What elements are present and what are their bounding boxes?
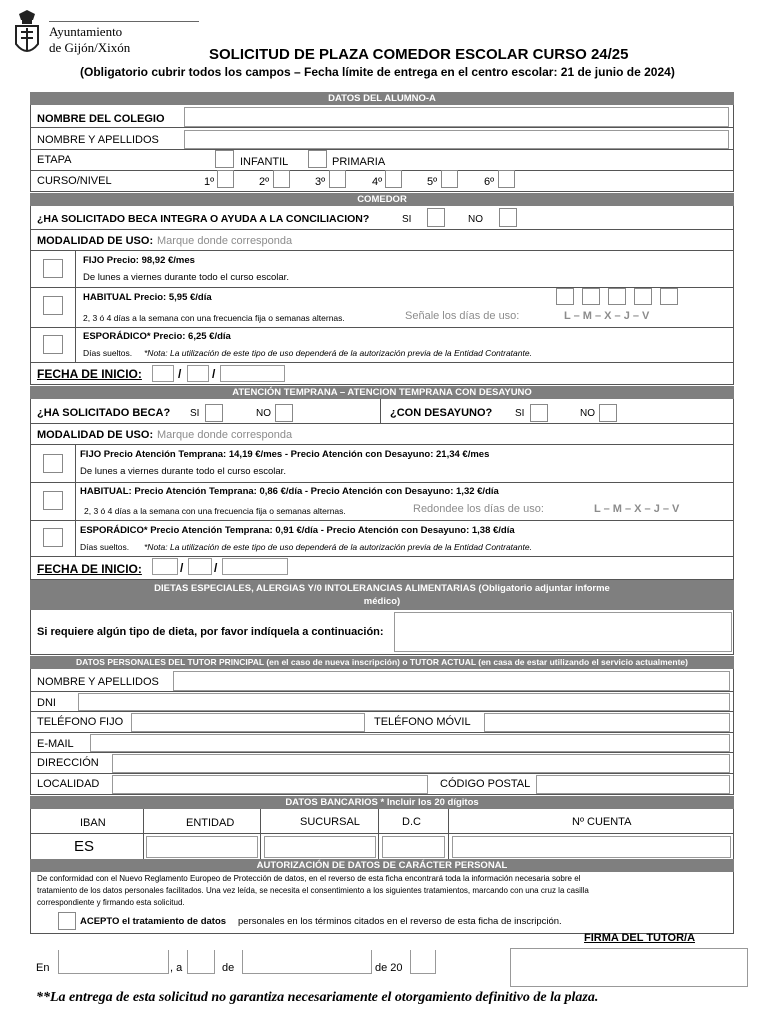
comedor-habitual-days: L – M – X – J – V — [564, 310, 650, 322]
comedor-habitual-title: HABITUAL Precio: 5,95 €/día — [83, 292, 212, 303]
label-dietas: Si requiere algún tipo de dieta, por favor indíquela a continuación: — [37, 626, 384, 638]
tutor-postal-input[interactable] — [536, 775, 730, 794]
temprana-esporadico-title: ESPORÁDICO* Precio Atención Temprana: 0,91 €/día - Precio Atención con Desayuno: 1,38 €/día — [80, 525, 515, 536]
grade-4-checkbox[interactable] — [385, 170, 402, 188]
label-tutor-locality: LOCALIDAD — [37, 778, 100, 790]
grade-4-label: 4º — [372, 176, 383, 188]
signature-day-input[interactable] — [187, 950, 215, 974]
comedor-fecha-year-input[interactable] — [220, 365, 285, 382]
comedor-habitual-days-hint: Señale los días de uso: — [405, 310, 520, 322]
section-header-consent: AUTORIZACIÓN DE DATOS DE CARÁCTER PERSONAL — [30, 859, 734, 872]
label-comedor-beca: ¿HA SOLICITADO BECA INTEGRA O AYUDA A LA CONCILIACION? — [37, 213, 370, 225]
signature-place-input[interactable] — [58, 950, 169, 974]
label-tutor-mobile: TELÉFONO MÓVIL — [374, 716, 471, 728]
consent-accept-checkbox[interactable] — [58, 912, 76, 930]
temprana-fijo-divider — [75, 445, 76, 483]
bank-divider-2 — [260, 809, 261, 860]
label-stage: ETAPA — [37, 154, 72, 166]
consent-text-line-2: tratamiento de los datos personales facilitados. Una vez leída, se necesita el consentimiento a los siguientes tratamientos, marcando con una cruz la casilla — [37, 886, 589, 895]
comedor-fijo-title: FIJO Precio: 98,92 €/mes — [83, 255, 195, 266]
tutor-mobile-input[interactable] — [484, 713, 730, 732]
municipality-line-1: Ayuntamiento — [49, 24, 123, 39]
tutor-address-input[interactable] — [112, 754, 730, 773]
comedor-beca-si-checkbox[interactable] — [427, 208, 445, 227]
temprana-habitual-days-hint: Redondee los días de uso: — [413, 503, 544, 515]
bank-sucursal-input[interactable] — [264, 836, 376, 858]
dietas-header-line-1: DIETAS ESPECIALES, ALERGIAS Y/0 INTOLERANCIAS ALIMENTARIAS (Obligatorio adjuntar informe — [154, 583, 610, 594]
section-header-dietas — [30, 580, 734, 610]
comedor-fijo-checkbox[interactable] — [43, 259, 63, 278]
temprana-fijo-title: FIJO Precio Atención Temprana: 14,19 €/mes - Precio Atención con Desayuno: 21,34 €/mes — [80, 449, 490, 460]
label-student-name: NOMBRE Y APELLIDOS — [37, 134, 159, 146]
temprana-modalidad-hint: Marque donde corresponda — [157, 429, 293, 441]
comedor-fecha-day-input[interactable] — [152, 365, 174, 382]
tutor-dni-input[interactable] — [78, 693, 730, 711]
municipality-line-2: de Gijón/Xixón — [49, 40, 131, 55]
tutor-email-input[interactable] — [90, 734, 730, 752]
temprana-fecha-year-input[interactable] — [222, 558, 288, 575]
comedor-fijo-desc: De lunes a viernes durante todo el curso escolar. — [83, 272, 289, 283]
label-tutor-dni: DNI — [37, 697, 56, 709]
label-sucursal: SUCURSAL — [300, 816, 360, 828]
comedor-esporadico-desc: Días sueltos. — [83, 348, 133, 358]
label-temprana-modalidad: MODALIDAD DE USO: — [37, 429, 154, 441]
school-input[interactable] — [184, 107, 729, 127]
label-dc: D.C — [402, 816, 421, 828]
grade-2-checkbox[interactable] — [273, 170, 290, 188]
bank-dc-input[interactable] — [382, 836, 445, 858]
grade-2-label: 2º — [259, 176, 270, 188]
label-temprana-beca-si: SI — [190, 408, 200, 419]
temprana-habitual-checkbox[interactable] — [43, 491, 63, 510]
comedor-fecha-sep-1: / — [178, 367, 182, 381]
label-tutor-address: DIRECCIÓN — [37, 757, 99, 769]
label-infantil: INFANTIL — [240, 156, 289, 168]
temprana-fijo-desc: De lunes a viernes durante todo el curso escolar. — [80, 466, 286, 477]
temprana-esporadico-note: *Nota: La utilización de este tipo de uso dependerá de la autorización previa de la Entidad Contratante. — [144, 542, 532, 552]
comedor-esporadico-note: *Nota: La utilización de este tipo de uso dependerá de la autorización previa de la Entidad Contratante. — [144, 348, 532, 358]
label-temprana-beca: ¿HA SOLICITADO BECA? — [37, 407, 171, 419]
bank-cuenta-input[interactable] — [452, 836, 731, 858]
signature-de-label: de — [222, 962, 235, 974]
label-school: NOMBRE DEL COLEGIO — [37, 113, 165, 125]
comedor-fijo-divider — [75, 251, 76, 288]
tutor-locality-input[interactable] — [112, 775, 428, 794]
label-comedor-modalidad: MODALIDAD DE USO: — [37, 235, 154, 247]
dietas-input[interactable] — [394, 612, 732, 652]
iban-value: ES — [74, 838, 95, 855]
signature-label: FIRMA DEL TUTOR/A — [584, 932, 696, 944]
form-subtitle: (Obligatorio cubrir todos los campos – Fecha límite de entrega en el centro escolar: 21 de junio de 2024) — [80, 65, 675, 79]
comedor-habitual-desc: 2, 3 ó 4 días a la semana con una frecuencia fija o semanas alternas. — [83, 313, 345, 323]
temprana-fecha-sep-1: / — [180, 561, 184, 575]
temprana-habitual-days: L – M – X – J – V — [594, 503, 680, 515]
label-cuenta: Nº CUENTA — [572, 816, 632, 828]
temprana-desayuno-si-checkbox[interactable] — [530, 404, 548, 422]
tutor-name-input[interactable] — [173, 671, 730, 691]
comedor-day-v-checkbox[interactable] — [660, 288, 678, 305]
section-header-bank: DATOS BANCARIOS * Incluir los 20 dígitos — [30, 796, 734, 809]
signature-en-label: En — [36, 962, 50, 974]
grade-5-label: 5º — [427, 176, 438, 188]
comedor-fecha-sep-2: / — [212, 367, 216, 381]
bank-divider-1 — [143, 809, 144, 860]
temprana-habitual-title: HABITUAL: Precio Atención Temprana: 0,86 €/día - Precio Atención con Desayuno: 1,32 €/día — [80, 486, 499, 497]
section-header-temprana: ATENCIÓN TEMPRANA – ATENCION TEMPRANA CON DESAYUNO — [30, 386, 734, 399]
comedor-habitual-checkbox[interactable] — [43, 296, 63, 315]
consent-accept-bold: ACEPTO el tratamiento de datos — [80, 916, 227, 927]
temprana-beca-no-checkbox[interactable] — [275, 404, 293, 422]
primaria-checkbox[interactable] — [308, 150, 327, 168]
label-course: CURSO/NIVEL — [37, 175, 112, 187]
label-iban: IBAN — [80, 817, 106, 829]
grade-5-checkbox[interactable] — [441, 170, 458, 188]
consent-text-line-1: De conformidad con el Nuevo Reglamento Europeo de Protección de datos, en el reverso de esta ficha encontrará toda la información necesaria sobre el — [37, 874, 581, 883]
temprana-fijo-checkbox[interactable] — [43, 454, 63, 473]
temprana-fecha-day-input[interactable] — [152, 558, 178, 575]
label-entidad: ENTIDAD — [186, 817, 235, 829]
footer-note: **La entrega de esta solicitud no garantiza necesariamente el otorgamiento definitivo de la plaza. — [36, 990, 599, 1005]
temprana-habitual-divider — [75, 483, 76, 521]
section-header-tutor: DATOS PERSONALES DEL TUTOR PRINCIPAL (en el caso de nueva inscripción) o TUTOR ACTUAL (en casa de estar utilizando el servicio actualmente) — [30, 656, 734, 669]
label-comedor-beca-no: NO — [468, 214, 483, 225]
comedor-esporadico-checkbox[interactable] — [43, 335, 63, 354]
temprana-desayuno-no-checkbox[interactable] — [599, 404, 617, 422]
label-tutor-name: NOMBRE Y APELLIDOS — [37, 676, 159, 688]
dietas-header-line-2: médico) — [363, 596, 401, 607]
student-name-input[interactable] — [184, 130, 729, 149]
bank-entidad-input[interactable] — [146, 836, 258, 858]
header-rule — [49, 21, 199, 22]
label-temprana-desayuno-no: NO — [580, 408, 595, 419]
infantil-checkbox[interactable] — [215, 150, 234, 168]
comedor-esporadico-title: ESPORÁDICO* Precio: 6,25 €/día — [83, 331, 231, 342]
comedor-day-l-checkbox[interactable] — [556, 288, 574, 305]
bank-divider-4 — [448, 809, 449, 860]
comedor-day-x-checkbox[interactable] — [608, 288, 626, 305]
signature-de20-label: de 20 — [375, 962, 403, 974]
municipality-crest-icon — [13, 10, 41, 60]
temprana-esporadico-divider — [75, 521, 76, 557]
comedor-fecha-month-input[interactable] — [187, 365, 209, 382]
signature-box[interactable] — [510, 948, 748, 987]
comedor-beca-no-checkbox[interactable] — [499, 208, 517, 227]
comedor-day-m-checkbox[interactable] — [582, 288, 600, 305]
comedor-habitual-divider — [75, 288, 76, 328]
temprana-habitual-desc: 2, 3 ó 4 días a la semana con una frecuencia fija o semanas alternas. — [84, 506, 346, 516]
signature-year-input[interactable] — [410, 950, 436, 974]
tutor-phone-input[interactable] — [131, 713, 365, 732]
grade-1-label: 1º — [204, 176, 215, 188]
grade-6-checkbox[interactable] — [498, 170, 515, 188]
label-tutor-postal: CÓDIGO POSTAL — [440, 778, 531, 790]
bank-divider-3 — [378, 809, 379, 860]
label-comedor-fecha: FECHA DE INICIO: — [37, 367, 142, 381]
signature-a-label: , a — [170, 962, 183, 974]
label-tutor-phone: TELÉFONO FIJO — [37, 716, 124, 728]
temprana-esporadico-desc: Días sueltos. — [80, 542, 130, 552]
temprana-fecha-month-input[interactable] — [188, 558, 212, 575]
label-temprana-desayuno: ¿CON DESAYUNO? — [390, 407, 493, 419]
grade-3-label: 3º — [315, 176, 326, 188]
comedor-esporadico-divider — [75, 328, 76, 363]
grade-3-checkbox[interactable] — [329, 170, 346, 188]
consent-accept-rest: personales en los términos citados en el reverso de esta ficha de inscripción. — [238, 916, 562, 927]
temprana-esporadico-checkbox[interactable] — [43, 528, 63, 547]
signature-month-input[interactable] — [242, 950, 372, 974]
comedor-modalidad-hint: Marque donde corresponda — [157, 235, 293, 247]
grade-1-checkbox[interactable] — [217, 170, 234, 188]
form-title: SOLICITUD DE PLAZA COMEDOR ESCOLAR CURSO 24/25 — [209, 46, 629, 63]
grade-6-label: 6º — [484, 176, 495, 188]
section-header-student: DATOS DEL ALUMNO-A — [30, 92, 734, 105]
temprana-fecha-sep-2: / — [214, 561, 218, 575]
label-temprana-beca-no: NO — [256, 408, 271, 419]
label-tutor-email: E-MAIL — [37, 738, 74, 750]
label-primaria: PRIMARIA — [332, 156, 386, 168]
label-temprana-desayuno-si: SI — [515, 408, 525, 419]
label-comedor-beca-si: SI — [402, 214, 412, 225]
comedor-day-j-checkbox[interactable] — [634, 288, 652, 305]
label-temprana-fecha: FECHA DE INICIO: — [37, 562, 142, 576]
temprana-beca-divider — [380, 399, 381, 424]
section-header-comedor: COMEDOR — [30, 193, 734, 206]
consent-text-line-3: correspondiente y firmando esta solicitud. — [37, 898, 185, 907]
temprana-beca-si-checkbox[interactable] — [205, 404, 223, 422]
